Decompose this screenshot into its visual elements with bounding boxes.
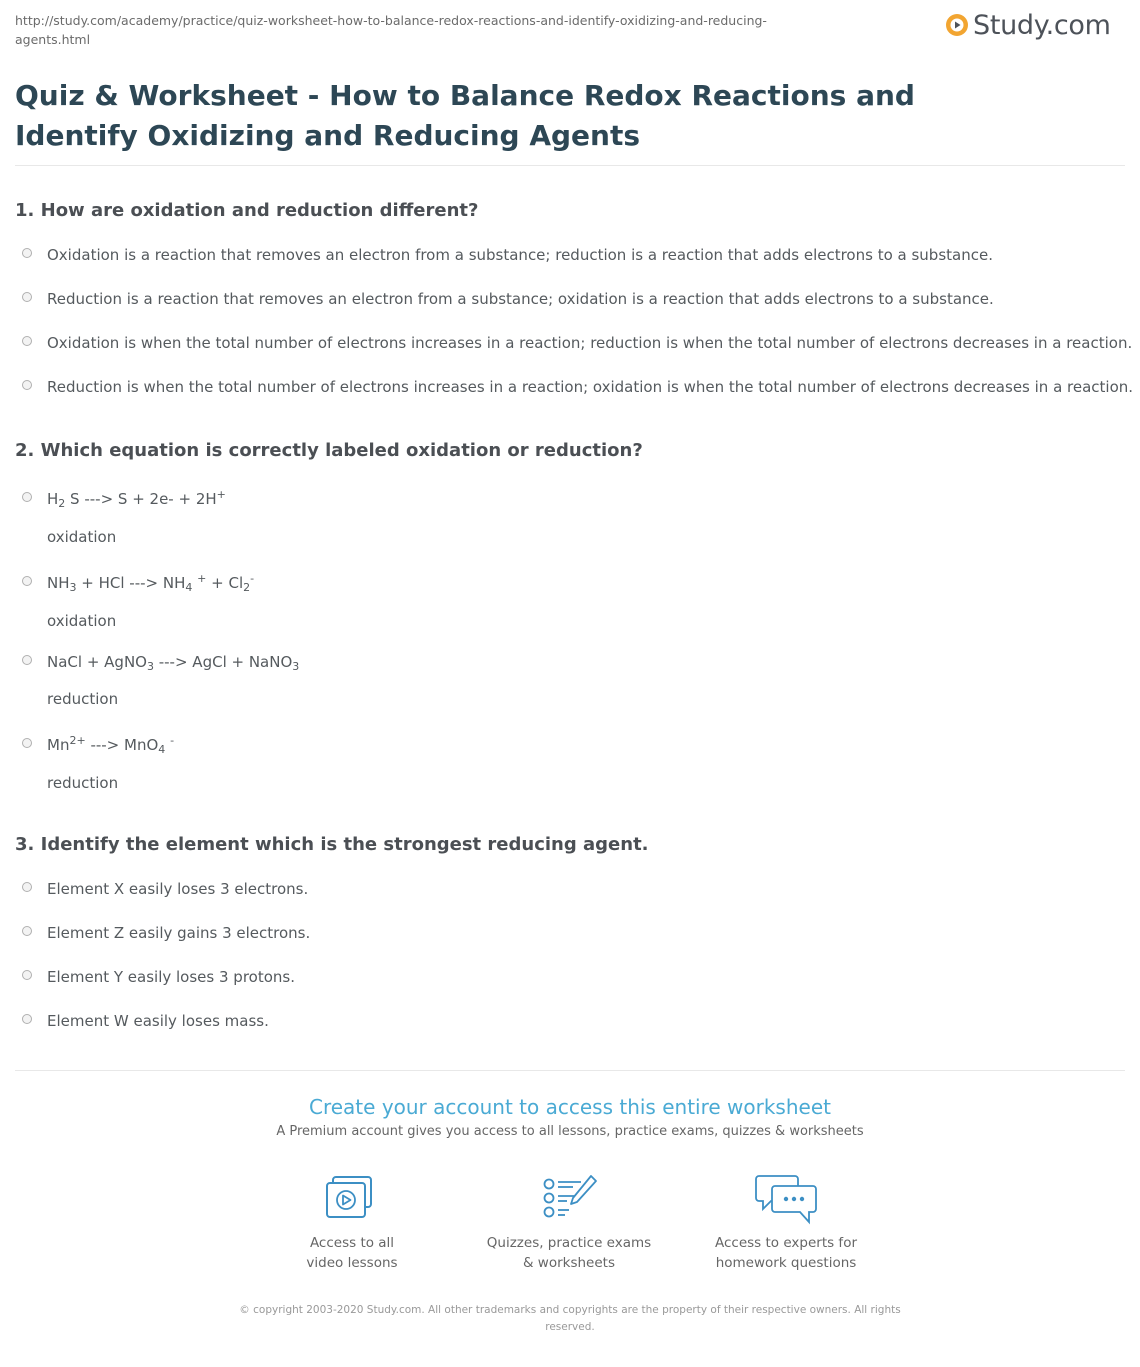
option-label: reduction	[47, 690, 119, 708]
question-2-heading: 2. Which equation is correctly labeled oxidation or reduction?	[15, 440, 643, 461]
radio-button[interactable]	[22, 380, 32, 390]
option-label: reduction	[47, 774, 119, 792]
option-label: oxidation	[47, 528, 117, 546]
cta-divider	[15, 1070, 1125, 1071]
radio-button[interactable]	[22, 882, 32, 892]
option-formula: $H_2$ S ---> S + 2e- + 2H+	[47, 488, 226, 510]
radio-button[interactable]	[22, 492, 32, 502]
option-text: Element Z easily gains 3 electrons.	[47, 924, 311, 942]
feature-label: Access to all video lessons	[306, 1235, 398, 1271]
question-1-heading: 1. How are oxidation and reduction different?	[15, 200, 479, 221]
option-text: Element X easily loses 3 electrons.	[47, 880, 309, 898]
radio-button[interactable]	[22, 926, 32, 936]
video-lessons-icon	[322, 1172, 382, 1224]
chat-bubbles-icon	[753, 1172, 819, 1226]
feature-experts	[686, 1172, 886, 1271]
play-circle-icon	[945, 13, 969, 37]
radio-button[interactable]	[22, 655, 32, 665]
option-label: oxidation	[47, 612, 117, 630]
option-formula: NaCl + AgNO$_3$ ---> AgCl + NaNO$_3$	[47, 653, 300, 673]
radio-button[interactable]	[22, 292, 32, 302]
radio-button[interactable]	[22, 1014, 32, 1024]
option-text: Element Y easily loses 3 protons.	[47, 968, 295, 986]
page-title	[15, 76, 1015, 156]
title-line-1: Quiz & Worksheet - How to Balance Redox Reactions and	[15, 79, 915, 112]
study-logo[interactable]	[945, 10, 1111, 40]
question-3-heading: 3. Identify the element which is the strongest reducing agent.	[15, 834, 649, 855]
feature-video-lessons	[252, 1172, 452, 1271]
option-text: Element W easily loses mass.	[47, 1012, 269, 1030]
feature-label: Access to experts for homework questions	[714, 1235, 857, 1271]
feature-label: Quizzes, practice exams & worksheets	[486, 1235, 652, 1271]
copyright-footer: © copyright 2003-2020 Study.com. All other trademarks and copyrights are the property of their respective owners. All rights reserved.	[239, 1304, 901, 1333]
logo-text: Study.com	[973, 9, 1111, 41]
cta-subtitle: A Premium account gives you access to all lessons, practice exams, quizzes & worksheets	[276, 1124, 864, 1139]
title-line-2: Identify Oxidizing and Reducing Agents	[15, 119, 641, 152]
radio-button[interactable]	[22, 248, 32, 258]
radio-button[interactable]	[22, 970, 32, 980]
option-text: Oxidation is a reaction that removes an electron from a substance; reduction is a reaction that adds electrons to a substance.	[47, 246, 993, 264]
title-divider	[15, 165, 1125, 166]
radio-button[interactable]	[22, 738, 32, 748]
page-url: http://study.com/academy/practice/quiz-worksheet-how-to-balance-redox-reactions-and-identify-oxidizing-and-reducing-agents.html	[15, 13, 767, 47]
feature-quizzes	[469, 1172, 669, 1271]
create-account-link[interactable]: Create your account to access this entire worksheet	[309, 1095, 831, 1119]
option-text: Reduction is a reaction that removes an electron from a substance; oxidation is a reaction that adds electrons to a substance.	[47, 290, 994, 308]
quiz-checklist-icon	[539, 1172, 599, 1224]
radio-button[interactable]	[22, 576, 32, 586]
option-formula: $NH_3$ + HCl ---> $NH_4$ $^+ + Cl_2^-$	[47, 572, 255, 594]
radio-button[interactable]	[22, 336, 32, 346]
option-text: Oxidation is when the total number of electrons increases in a reaction; reduction is when the total number of electrons decreases in a reaction.	[47, 334, 1133, 352]
option-formula: $Mn^{2+}$ ---> MnO$_4$ -	[47, 734, 175, 756]
option-text: Reduction is when the total number of electrons increases in a reaction; oxidation is when the total number of electrons decreases in a reaction.	[47, 378, 1134, 396]
